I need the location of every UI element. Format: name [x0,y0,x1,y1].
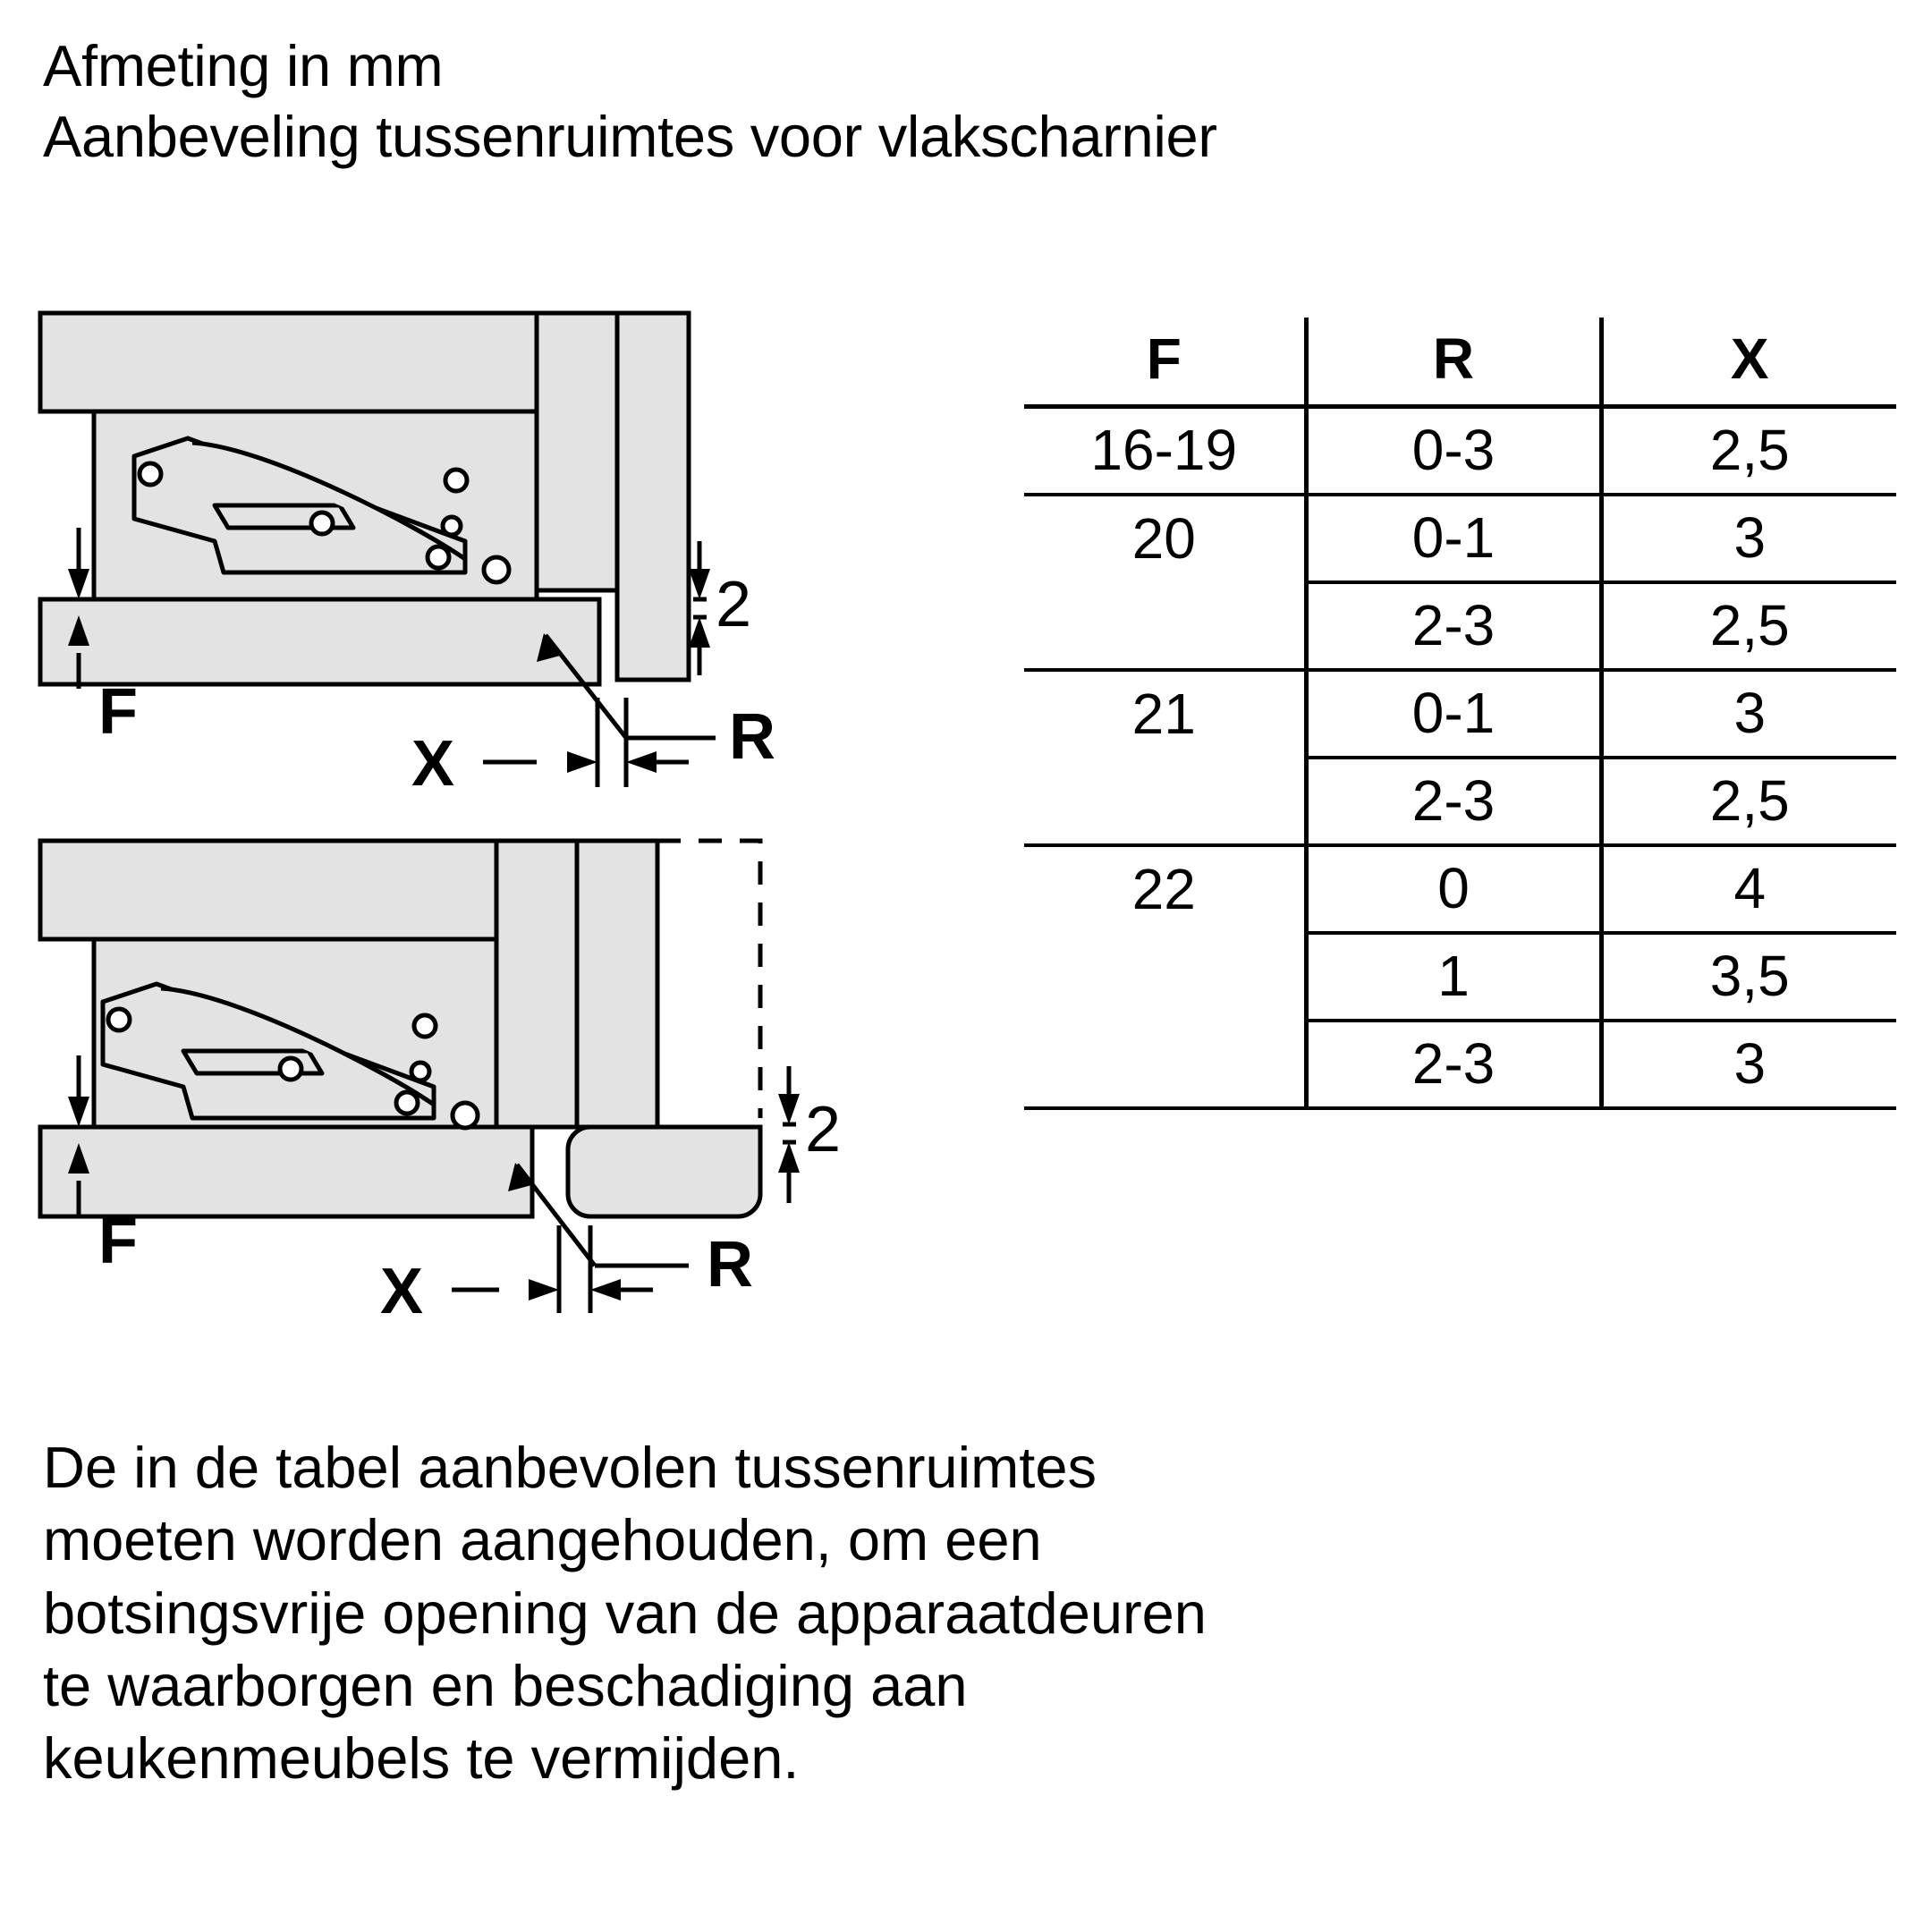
cell-r: 2-3 [1306,582,1601,670]
label-R-top: R [729,701,775,773]
clearance-table-wrapper [1024,318,1896,1110]
table-row [1024,495,1896,582]
paragraph-line-3: botsingsvrije opening van de apparaatdeuren [43,1580,1207,1646]
cell-r: 2-3 [1306,758,1601,845]
cell-f [1024,933,1306,1021]
table-row [1024,933,1896,1021]
cell-x: 3 [1601,495,1896,582]
table-header-r: R [1306,318,1601,407]
cell-f: 16-19 [1024,407,1306,496]
table-row [1024,845,1896,933]
cell-r: 0-1 [1306,495,1601,582]
figure-flush-hinge-top [0,304,1020,805]
label-F-top: F [98,676,138,748]
table-header-row [1024,318,1896,407]
cell-x: 2,5 [1601,407,1896,496]
heading-line-dimension-unit: Afmeting in mm [43,33,444,98]
cell-x: 2,5 [1601,758,1896,845]
cell-x: 3 [1601,1021,1896,1108]
label-X-bottom: X [380,1256,424,1324]
label-X-top: X [411,728,455,800]
page-heading [43,30,1885,173]
table-header-x: X [1601,318,1896,407]
cell-f: 20 [1024,495,1306,582]
cell-f: 22 [1024,845,1306,933]
cell-r: 2-3 [1306,1021,1601,1108]
cell-x: 3,5 [1601,933,1896,1021]
label-gap-2-top: 2 [716,569,752,640]
table-row [1024,407,1896,496]
label-R-bottom: R [707,1229,753,1301]
clearance-table [1024,318,1896,1110]
label-gap-2-bottom: 2 [805,1094,842,1165]
paragraph-line-4: te waarborgen en beschadiging aan [43,1652,968,1718]
paragraph-line-5: keukenmeubels te vermijden. [43,1725,800,1791]
paragraph-line-1: De in de tabel aanbevolen tussenruimtes [43,1435,1097,1500]
figure-flush-hinge-bottom [0,823,1020,1324]
cell-r: 0 [1306,845,1601,933]
cell-x: 4 [1601,845,1896,933]
diagram-area [0,295,1020,1351]
paragraph-line-2: moeten worden aangehouden, om een [43,1507,1042,1573]
cell-f [1024,582,1306,670]
table-header-f: F [1024,318,1306,407]
table-row [1024,758,1896,845]
table-row [1024,1021,1896,1108]
cell-f [1024,758,1306,845]
instruction-paragraph [43,1431,1894,1794]
cell-r: 0-1 [1306,670,1601,758]
cell-x: 2,5 [1601,582,1896,670]
table-row [1024,582,1896,670]
cell-f: 21 [1024,670,1306,758]
heading-line-recommendation: Aanbeveling tussenruimtes voor vlakscharnier [43,104,1217,170]
cell-f [1024,1021,1306,1108]
cell-r: 1 [1306,933,1601,1021]
cell-x: 3 [1601,670,1896,758]
table-row [1024,670,1896,758]
cell-r: 0-3 [1306,407,1601,496]
label-F-bottom: F [98,1206,138,1277]
